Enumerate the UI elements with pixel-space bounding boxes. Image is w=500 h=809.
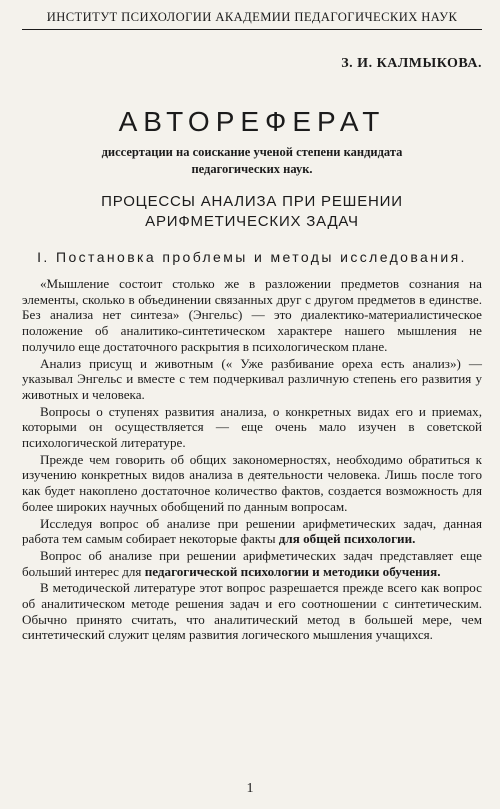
page-number: 1 (246, 781, 254, 796)
paragraph-3: Вопросы о ступенях развития анализа, о конкретных видах его и приемах, которыми он осуществляется — еще очень мало изучен в советской психологической литературе. (22, 403, 482, 451)
section-heading: I. Постановка проблемы и методы исследования. (37, 249, 467, 265)
body-text (22, 276, 482, 643)
paragraph-2: Анализ присущ и животным (« Уже разбивание ореха есть анализ») — указывал Энгельс и вместе с тем подчеркивал различную степень его развития у животных и человека. (22, 355, 482, 402)
dissertation-title (22, 192, 482, 232)
paragraph-1: «Мышление состоит столько же в разложении предметов сознания на элементы, сколько в объединении связанных друг с другом предметов в единстве. Без анализа нет синтеза» (Энгельс) — это диалектико-материалистическое положение об аналитико-синтетическом характере нашего мышления не получило еще достаточного раскрытия в психологическом плане. (22, 276, 482, 354)
author-name: З. И. КАЛМЫКОВА. (341, 56, 482, 71)
paragraph-6-text: Вопрос об анализе при решении арифметических задач представляет еще больший интерес для (22, 547, 482, 579)
paragraph-4: Прежде чем говорить об общих закономерностях, необходимо обратиться к изучению конкретных видов анализа в деятельности человека. Лишь после того как будет накоплено достаточное количество фактов, создается возможность для более широких научных обобщений по данным вопросам. (22, 451, 482, 514)
institute-header: ИНСТИТУТ ПСИХОЛОГИИ АКАДЕМИИ ПЕДАГОГИЧЕСКИХ НАУК (22, 10, 482, 30)
paragraph-5-text: Исследуя вопрос об анализе при решении арифметических задач, данная работа тем самым собирает некоторые факты (22, 515, 482, 547)
paragraph-7: В методической литературе этот вопрос разрешается прежде всего как вопрос об аналитическом методе решения задач и его соотношении с синтетическим. Обычно принято считать, что аналитический метод в большей мере, чем синтетический служит целям развития логического мышления учащихся. (22, 580, 482, 643)
dissertation-title-line-1: ПРОЦЕССЫ АНАЛИЗА ПРИ РЕШЕНИИ (101, 193, 403, 210)
dissertation-subtitle: диссертации на соискание ученой степени кандидата педагогических наук. (101, 145, 403, 176)
dissertation-title-line-2: АРИФМЕТИЧЕСКИХ ЗАДАЧ (145, 213, 359, 230)
document-type-title: АВТОРЕФЕРАТ (118, 106, 386, 137)
paragraph-6 (22, 548, 482, 579)
paragraph-5 (22, 516, 482, 547)
paragraph-5-emphasis: для общей психологии. (278, 531, 416, 547)
paragraph-6-emphasis: педагогической психологии и методики обучения. (144, 563, 441, 579)
